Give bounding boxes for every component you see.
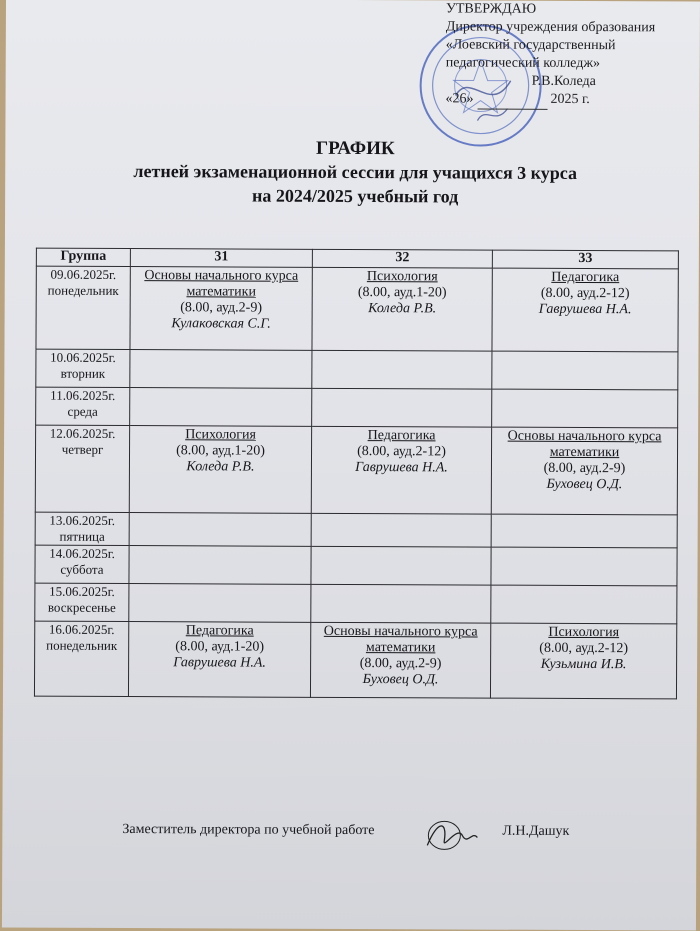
date-cell: [35, 425, 129, 512]
weekday-text: понедельник: [46, 637, 118, 653]
exam-teacher: Коледа Р.В.: [186, 459, 255, 475]
exam-cell-32: [311, 546, 491, 585]
date-text: 11.06.2025г.: [50, 387, 116, 403]
date-cell: [36, 266, 130, 349]
exam-cell-33: [490, 623, 676, 699]
date-text: 12.06.2025г.: [49, 425, 116, 441]
exam-time-room: (8.00, ауд.2-9): [359, 656, 442, 672]
exam-cell-31: [130, 388, 312, 427]
exam-cell-33: [491, 547, 677, 586]
exam-subject: Педагогика: [551, 269, 620, 286]
table-row: [35, 583, 677, 624]
exam-cell-33: [491, 514, 677, 548]
exam-subject: Психология: [185, 427, 257, 443]
exam-time-room: (8.00, ауд.2-12): [540, 285, 630, 302]
approval-block: [446, 0, 700, 110]
exam-cell-33: [492, 351, 678, 390]
doc-subtitle: летней экзаменационной сессии для учащихся 3 курса: [133, 161, 578, 183]
exam-teacher: Буховец О.Д.: [362, 672, 439, 688]
exam-cell-31: [128, 622, 310, 698]
exam-teacher: Буховец О.Д.: [546, 476, 623, 493]
exam-cell-31: [129, 546, 311, 585]
exam-cell-31: [129, 584, 311, 623]
date-cell: [35, 545, 129, 583]
exam-time-room: (8.00, ауд.1-20): [175, 639, 265, 655]
doc-title: ГРАФИК: [315, 137, 395, 160]
date-cell: [35, 512, 129, 545]
weekday-text: пятница: [59, 528, 105, 544]
exam-cell-32: [311, 513, 491, 547]
exam-time-room: (8.00, ауд.2-12): [539, 640, 629, 657]
exam-teacher: Гаврушева Н.А.: [355, 460, 448, 476]
table-row: [34, 621, 676, 699]
signature: [422, 815, 482, 855]
table-row: [36, 349, 678, 390]
exam-cell-33: [492, 389, 678, 428]
weekday-text: понедельник: [47, 282, 119, 298]
table-row: [36, 266, 678, 352]
exam-subject: Основы начального курса математики: [507, 428, 662, 461]
header-31: 31: [130, 249, 312, 268]
exam-cell-32: [312, 388, 492, 427]
exam-subject: Педагогика: [185, 623, 254, 639]
table-row: [35, 512, 677, 548]
document-page: [2, 0, 700, 931]
weekday-text: вторник: [60, 365, 106, 381]
exam-cell-31: [129, 426, 311, 514]
exam-cell-31: [130, 350, 312, 389]
exam-cell-31: [129, 513, 311, 547]
header-33: 33: [492, 250, 678, 269]
date-cell: [36, 349, 130, 387]
exam-cell-32: [310, 622, 490, 698]
date-text: 09.06.2025г.: [50, 266, 117, 282]
exam-cell-32: [312, 350, 492, 389]
exam-subject: Основы начального курса математики: [323, 623, 478, 656]
date-text: 15.06.2025г.: [49, 583, 115, 599]
approval-heading: УТВЕРЖДАЮ: [445, 1, 537, 17]
date-text: 14.06.2025г.: [49, 545, 115, 561]
approval-year: 2025 г.: [550, 91, 590, 108]
date-text: 10.06.2025г.: [50, 349, 116, 365]
exam-time-room: (8.00, ауд.1-20): [357, 285, 447, 301]
date-text: 13.06.2025г.: [49, 512, 116, 528]
weekday-text: суббота: [60, 561, 104, 577]
exam-subject: Основы начального курса математики: [144, 268, 299, 300]
exam-subject: Психология: [548, 624, 620, 641]
approval-position: Директор учреждения образования: [445, 19, 656, 36]
exam-teacher: Кузьмина И.В.: [540, 656, 627, 673]
exam-cell-32: [312, 267, 492, 351]
exam-time-room: (8.00, ауд.2-9): [180, 300, 263, 316]
weekday-text: среда: [67, 403, 98, 419]
exam-teacher: Коледа Р.В.: [368, 301, 437, 317]
exam-subject: Педагогика: [367, 428, 436, 444]
exam-cell-32: [311, 426, 491, 514]
approval-institution-cont: педагогический колледж»: [445, 55, 601, 72]
table-row: [35, 425, 677, 515]
exam-time-room: (8.00, ауд.1-20): [176, 443, 265, 459]
weekday-text: воскресенье: [47, 599, 116, 615]
table-row: [35, 545, 677, 586]
footer-signature: [122, 822, 570, 839]
exam-time-room: (8.00, ауд.2-12): [357, 444, 446, 460]
exam-cell-31: [130, 267, 312, 351]
exam-teacher: Кулаковская С.Г.: [171, 316, 271, 332]
footer-name: Л.Н.Дашук: [502, 823, 570, 839]
approval-signer: Р.В.Коледа: [531, 73, 596, 90]
header-group: Группа: [36, 248, 130, 266]
exam-teacher: Гаврушева Н.А.: [173, 655, 266, 671]
exam-time-room: (8.00, ауд.2-9): [543, 460, 626, 477]
footer-position: Заместитель директора по учебной работе: [122, 822, 375, 839]
approval-institution: «Лоевский государственный: [445, 37, 616, 54]
exam-subject: Психология: [366, 269, 438, 285]
exam-cell-33: [491, 427, 677, 515]
date-text: 16.06.2025г.: [48, 621, 115, 637]
date-cell: [34, 621, 128, 696]
exam-teacher: Гаврушева Н.А.: [538, 301, 632, 318]
approval-month-blank: [477, 91, 547, 110]
doc-year: на 2024/2025 учебный год: [252, 185, 459, 207]
header-32: 32: [312, 249, 492, 268]
table-row: [36, 387, 678, 428]
exam-cell-32: [311, 584, 491, 623]
exam-cell-33: [492, 268, 678, 352]
approval-date: [446, 90, 700, 110]
date-cell: [36, 387, 130, 425]
exam-schedule-table: [34, 248, 679, 700]
date-cell: [35, 583, 129, 621]
weekday-text: четверг: [61, 441, 104, 457]
exam-cell-33: [491, 585, 677, 624]
approval-day: «26»: [445, 91, 474, 107]
